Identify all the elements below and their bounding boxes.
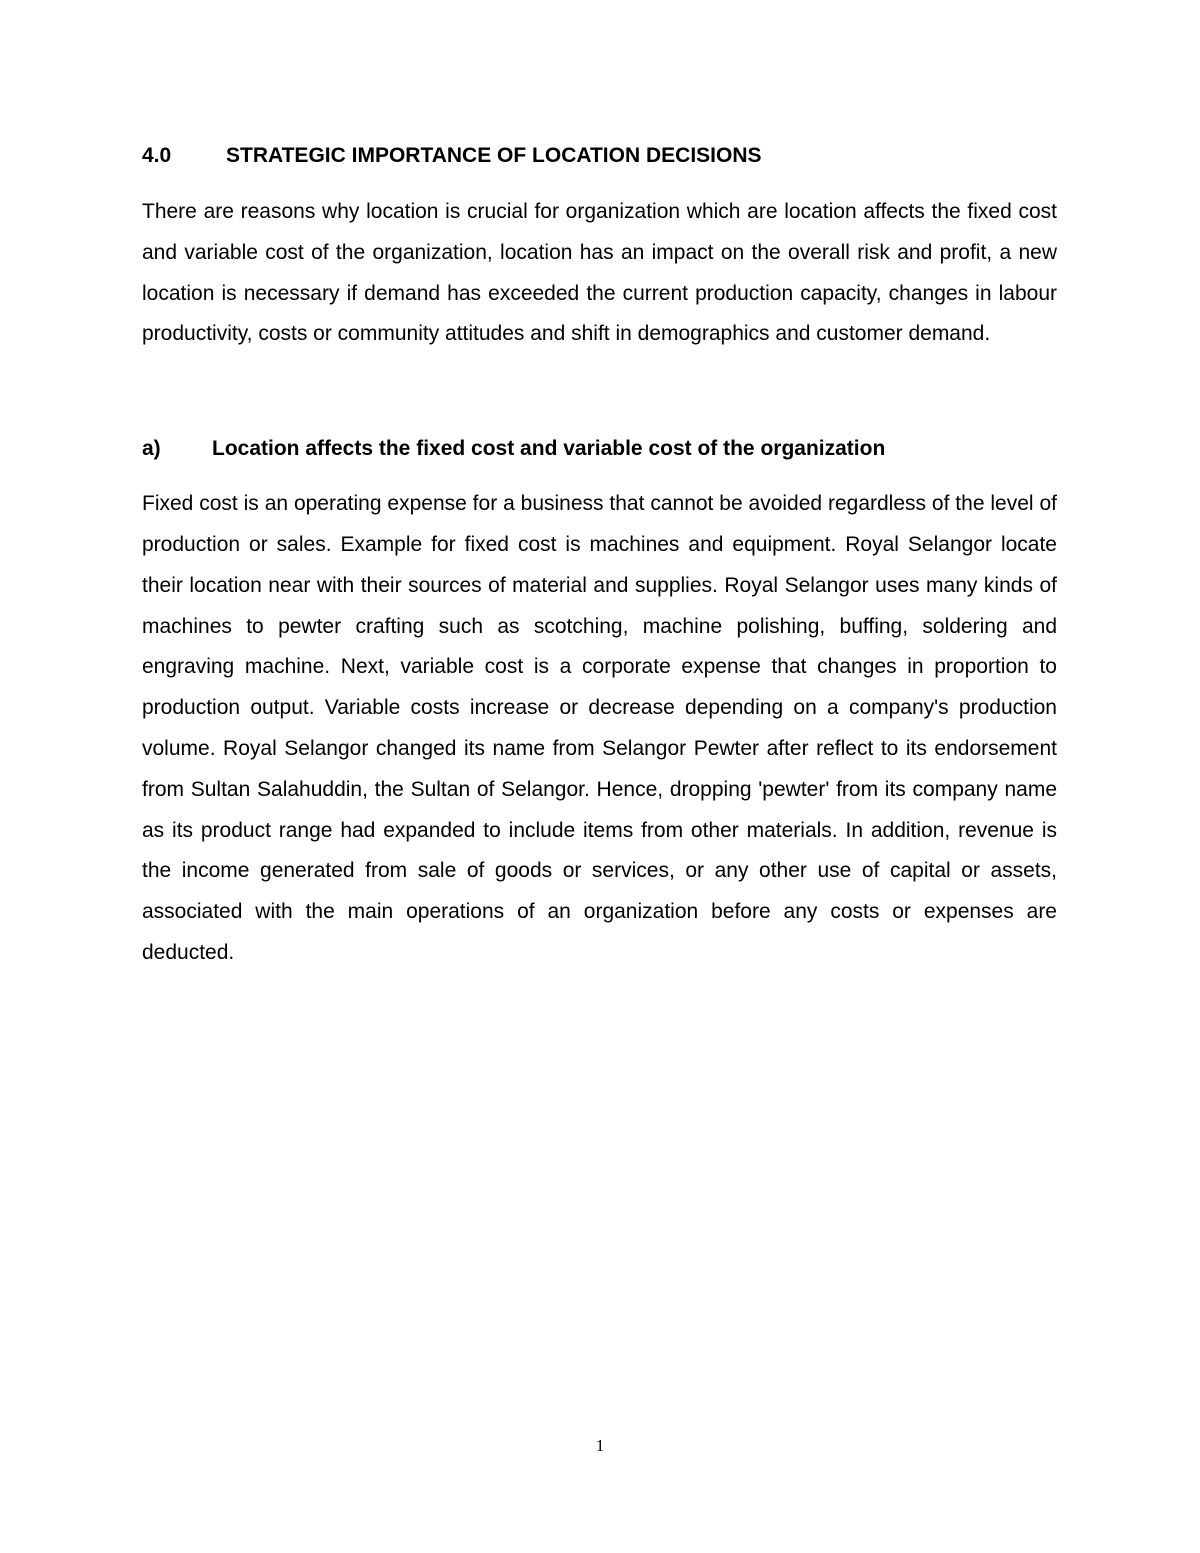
subsection-title: Location affects the fixed cost and variable cost of the organization <box>212 437 886 461</box>
page-number: 1 <box>595 1436 605 1455</box>
section-heading <box>142 138 1057 174</box>
section-title: STRATEGIC IMPORTANCE OF LOCATION DECISIONS <box>226 144 762 167</box>
subsection-label: a) <box>142 437 161 461</box>
page-content <box>142 138 1057 974</box>
intro-paragraph: There are reasons why location is crucial for organization which are location affects the fixed cost and variable cost of the organization, location has an impact on the overall risk and profit, a new location is necessary if demand has exceeded the current production capacity, changes in labour productivity, costs or community attitudes and shift in demographics and customer demand. <box>142 200 1057 346</box>
subsection-paragraph: Fixed cost is an operating expense for a business that cannot be avoided regardless of the level of production or sales. Example for fixed cost is machines and equipment. Royal Selangor locate their location near with their sources of material and supplies. Royal Selangor uses many kinds of machines to pewter crafting such as scotching, machine polishing, buffing, soldering and engraving machine. Next, variable cost is a corporate expense that changes in proportion to production output. Variable costs increase or decrease depending on a company's production volume. Royal Selangor changed its name from Selangor Pewter after reflect to its endorsement from Sultan Salahuddin, the Sultan of Selangor. Hence, dropping 'pewter' from its company name as its product range had expanded to include items from other materials. In addition, revenue is the income generated from sale of goods or services, or any other use of capital or assets, associated with the main operations of an organization before any costs or expenses are deducted. <box>142 492 1057 964</box>
section-number: 4.0 <box>142 144 172 167</box>
subsection-heading <box>142 431 1057 467</box>
